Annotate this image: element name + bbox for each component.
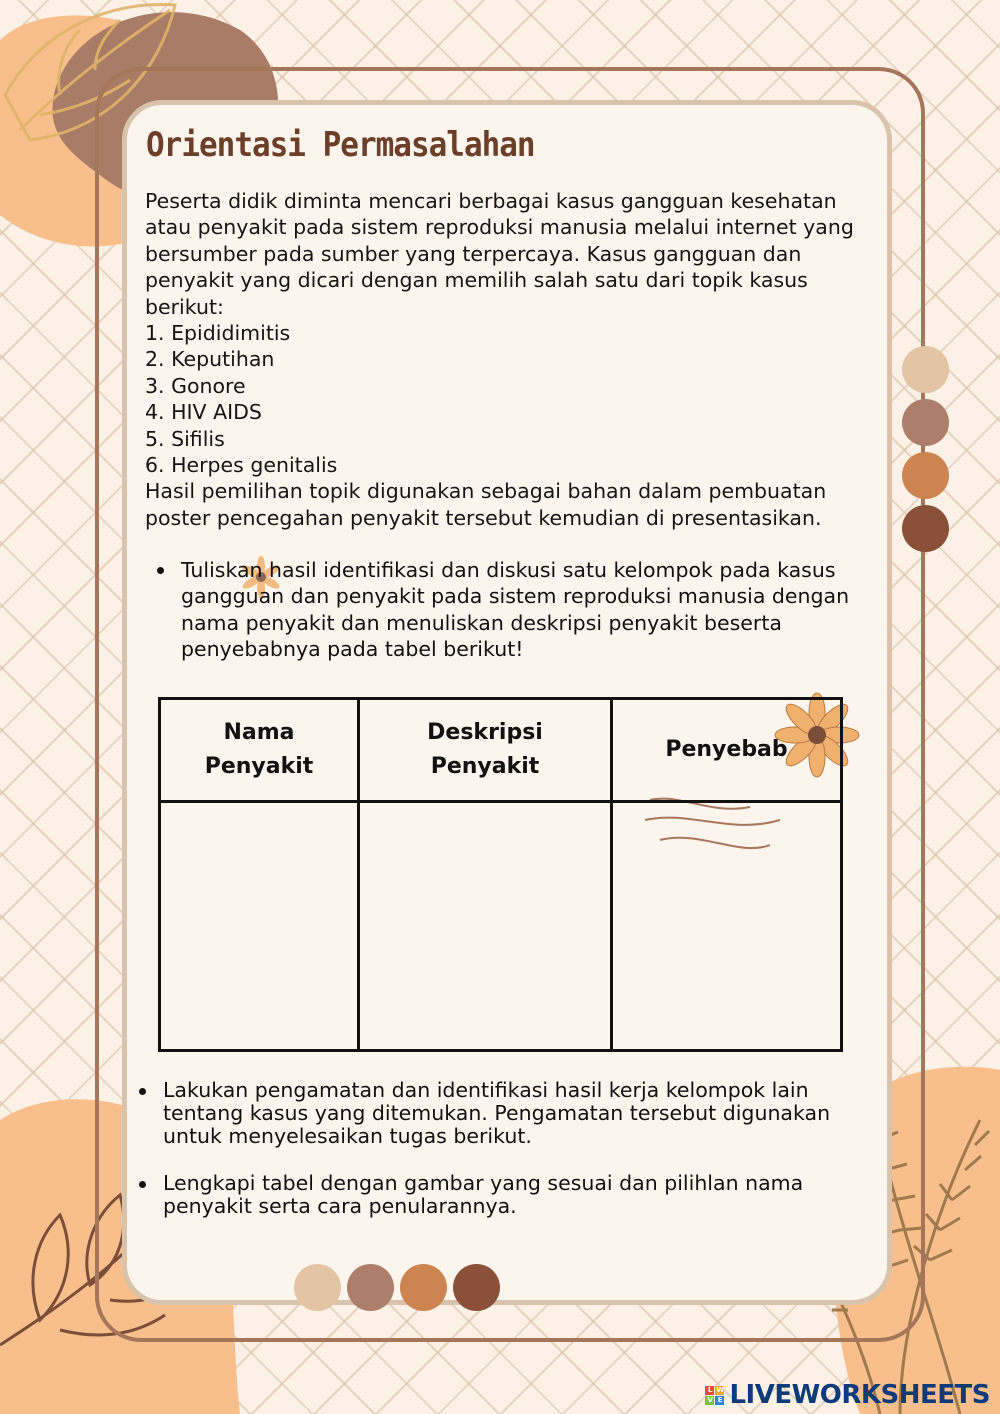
- swatch-right-4: [902, 505, 949, 552]
- topic-item: 5. Sifilis: [145, 426, 225, 451]
- topic-item: 6. Herpes genitalis: [145, 453, 338, 478]
- instruction-first: Tuliskan hasil identifikasi dan diskusi satu kelompok pada kasus gangguan dan penyakit pada sistem reproduksi manusia dengan nama penyakit dan menuliskan deskripsi penyakit beserta penyebabnya pada tabel berikut!: [181, 557, 871, 663]
- header-penyebab: Penyebab: [612, 699, 842, 802]
- answer-table: [158, 697, 843, 1052]
- topic-item: 1. Epididimitis: [145, 321, 291, 346]
- swatch-bottom-3: [400, 1264, 447, 1311]
- answer-cell-nama[interactable]: [160, 802, 359, 1051]
- swatch-bottom-2: [347, 1264, 394, 1311]
- intro-closing: Hasil pemilihan topik digunakan sebagai bahan dalam pembuatan poster pencegahan penyakit tersebut kemudian di presentasikan.: [145, 479, 827, 530]
- liveworksheets-brand[interactable]: [705, 1380, 990, 1410]
- swatch-bottom-1: [294, 1264, 341, 1311]
- liveworksheets-logo-icon: L W V E: [705, 1386, 724, 1405]
- topic-list: [145, 320, 870, 478]
- header-nama-penyakit: Nama Penyakit: [160, 699, 359, 802]
- swatch-bottom-4: [453, 1264, 500, 1311]
- answer-cell-penyebab[interactable]: [612, 802, 842, 1051]
- swatch-right-2: [902, 399, 949, 446]
- instruction-third: Lengkapi tabel dengan gambar yang sesuai dan pilihlan nama penyakit serta cara penularannya.: [163, 1172, 843, 1218]
- instruction-second: Lakukan pengamatan dan identifikasi hasil kerja kelompok lain tentang kasus yang ditemukan. Pengamatan tersebut digunakan untuk menyelesaikan tugas berikut.: [163, 1079, 843, 1148]
- swatch-right-1: [902, 346, 949, 393]
- intro-paragraph: Peserta didik diminta mencari berbagai kasus gangguan kesehatan atau penyakit pada sistem reproduksi manusia melalui internet yang bersumber pada sumber yang terpercaya. Kasus gangguan dan penyakit yang dicari dengan memilih salah satu dari topik kasus berikut:: [145, 189, 854, 319]
- table-row: [160, 802, 842, 1051]
- page-title: Orientasi Permasalahan: [146, 126, 535, 165]
- brand-name: LIVEWORKSHEETS: [729, 1380, 990, 1410]
- table-header-row: [160, 699, 842, 802]
- swatch-right-3: [902, 452, 949, 499]
- intro-section: [145, 188, 870, 531]
- answer-cell-deskripsi[interactable]: [359, 802, 612, 1051]
- topic-item: 2. Keputihan: [145, 347, 275, 372]
- topic-item: 3. Gonore: [145, 373, 246, 398]
- topic-item: 4. HIV AIDS: [145, 400, 262, 425]
- header-deskripsi-penyakit: Deskripsi Penyakit: [359, 699, 612, 802]
